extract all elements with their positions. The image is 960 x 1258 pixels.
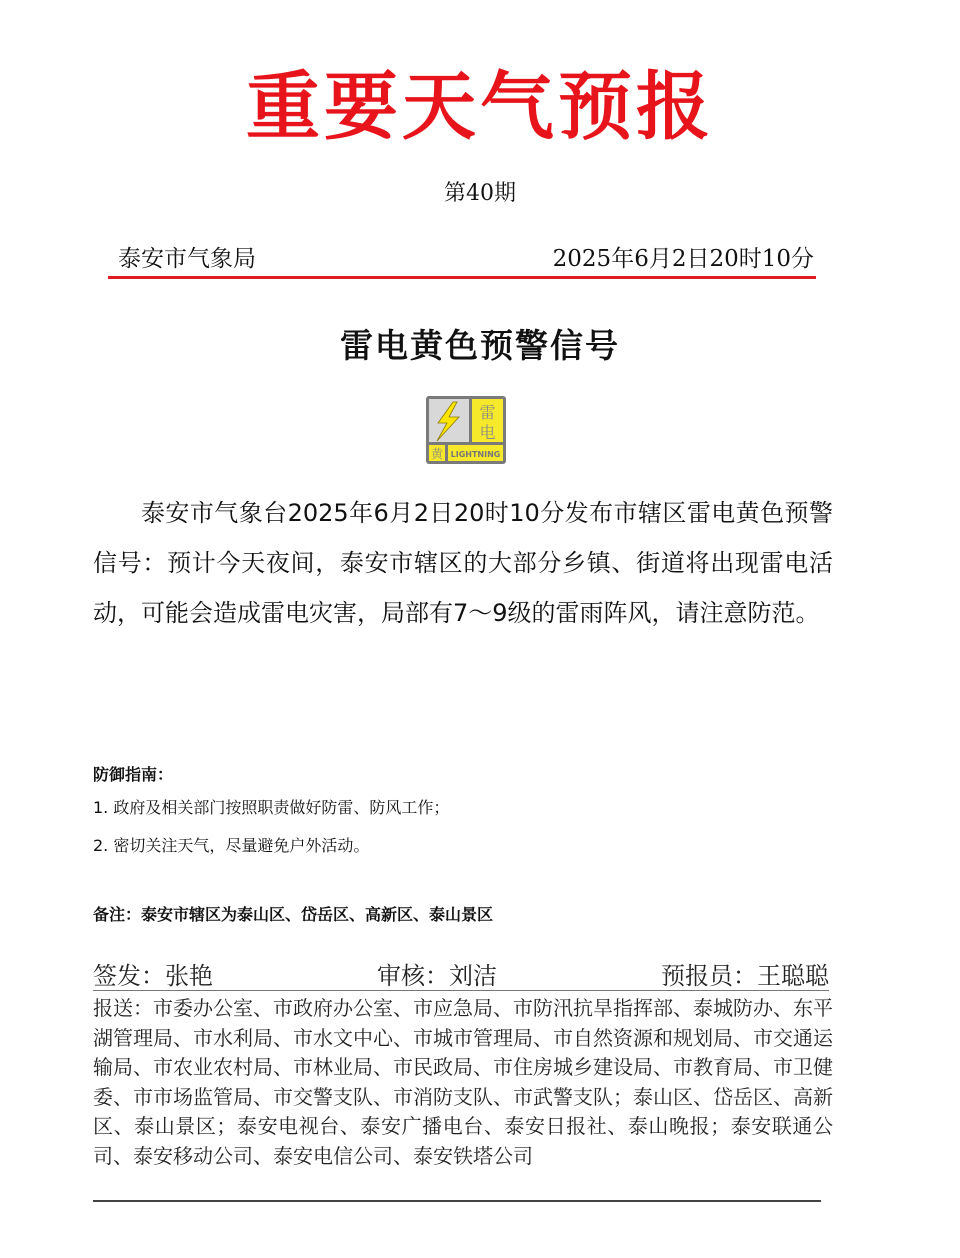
masthead-title: 重要天气预报 (246, 64, 714, 150)
issue-number: 第40期 (444, 181, 516, 206)
guide-item: 2. 密切关注天气，尽量避免户外活动。 (93, 836, 370, 855)
lightning-yellow-warning-icon (425, 395, 507, 465)
remark-note: 备注：泰安市辖区为泰山区、岱岳区、高新区、泰山景区 (93, 905, 494, 924)
publish-datetime: 2025年6月2日20时10分 (552, 246, 814, 272)
agency-name: 泰安市气象局 (118, 246, 256, 272)
guide-heading: 防御指南： (93, 765, 174, 784)
reviewer: 审核：刘洁 (377, 962, 497, 990)
distribution-list: 报送：市委办公室、市政府办公室、市应急局、市防汛抗旱指挥部、泰城防办、东平湖管理局、市水利局、市水文中心、市城市管理局、市自然资源和规划局、市交通运输局、市农业农村局、市林业局、市民政局、市住房城乡建设局、市教育局、市卫健委、市市场监管局、市交警支队、市消防支队、市武警支队；泰山区、岱岳区、高新区、泰山景区；泰安电视台、泰安广播电台、泰安日报社、泰山晚报；泰安联通公司、泰安移动公司、泰安电信公司、泰安铁塔公司 (93, 996, 833, 1168)
icon-char-top: 雷 (479, 403, 496, 422)
bottom-divider (93, 1200, 821, 1202)
warning-body: 泰安市气象台2025年6月2日20时10分发布市辖区雷电黄色预警信号：预计今天夜间，泰安市辖区的大部分乡镇、街道将出现雷电活动，可能会造成雷电灾害，局部有7～9级的雷雨阵风，请注意防范。 (93, 499, 833, 627)
issuer: 签发：张艳 (93, 962, 213, 990)
icon-caption: LIGHTNING (450, 450, 501, 459)
icon-char-bottom: 电 (479, 423, 496, 442)
header-divider (108, 276, 816, 279)
icon-level-char: 黄 (430, 447, 444, 461)
signal-title: 雷电黄色预警信号 (340, 326, 620, 365)
forecaster: 预报员：王聪聪 (661, 962, 829, 990)
signoff-row (93, 956, 829, 991)
signoff-divider (93, 990, 829, 991)
guide-item: 1. 政府及相关部门按照职责做好防雷、防风工作； (93, 798, 450, 817)
publisher-row (118, 240, 814, 273)
